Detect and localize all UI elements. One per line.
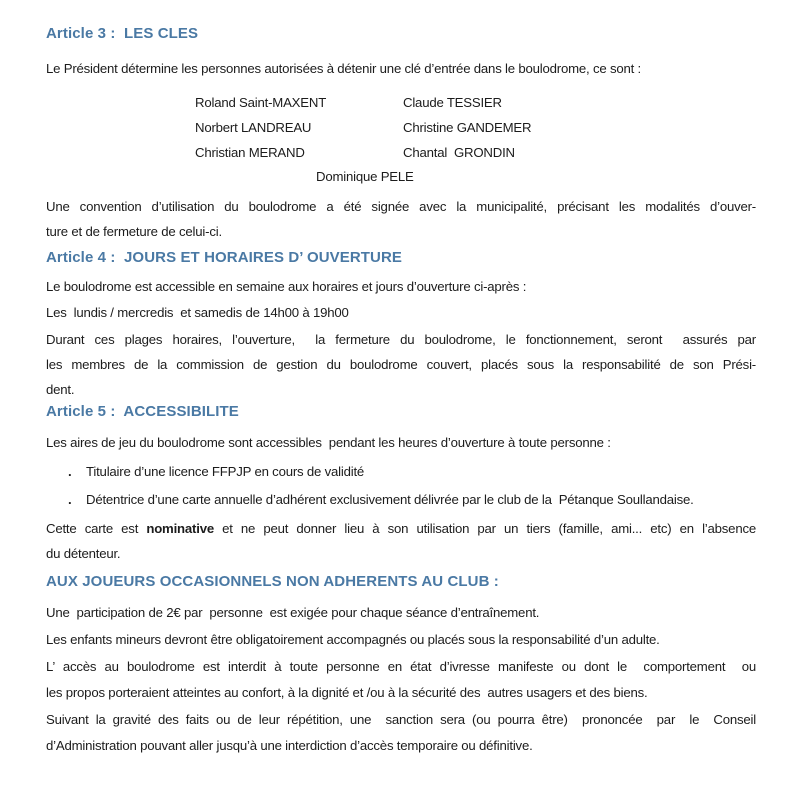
- paragraph-line: du détenteur.: [46, 546, 121, 561]
- key-holders-row: [46, 115, 756, 140]
- key-holder-name: Christian MERAND: [195, 145, 305, 160]
- key-holders-row: [46, 90, 756, 115]
- occasional-paragraph-3: [46, 654, 756, 706]
- key-holder-name: Claude TESSIER: [403, 95, 502, 110]
- list-item: [46, 458, 756, 486]
- article-3-heading: Article 3 : LES CLES: [46, 25, 199, 42]
- paragraph-line: ture et de fermeture de celui-ci.: [46, 224, 222, 239]
- key-holder-name: Dominique PELE: [316, 169, 414, 184]
- list-item: [46, 486, 756, 514]
- paragraph-line: dent.: [46, 382, 75, 397]
- occasional-paragraph-1: Une participation de 2€ par personne est exigée pour chaque séance d’entraînement.: [46, 605, 540, 620]
- paragraph-line: les propos porteraient atteintes au confort, à la dignité et /ou à la sécurité des autres usagers et des biens.: [46, 685, 648, 700]
- list-item-text: Titulaire d’une licence FFPJP en cours de validité: [86, 464, 365, 479]
- paragraph-line: Durant ces plages horaires, l’ouverture, la fermeture du boulodrome, le fonctionnement, seront assurés par: [46, 332, 756, 347]
- carte-text-pre: Cette carte est: [46, 521, 147, 536]
- occasional-players-heading: AUX JOUEURS OCCASIONNELS NON ADHERENTS AU CLUB :: [46, 573, 499, 590]
- conditions-list: [46, 458, 756, 514]
- paragraph-line: Une convention d’utilisation du boulodrome a été signée avec la municipalité, précisant les modalités d’ouver-: [46, 199, 756, 214]
- article-3-intro: Le Président détermine les personnes autorisées à détenir une clé d’entrée dans le boulodrome, ce sont :: [46, 61, 641, 76]
- paragraph-line: d’Administration pouvant aller jusqu’à une interdiction d’accès temporaire ou définitive.: [46, 738, 533, 753]
- carte-paragraph: [46, 516, 756, 566]
- key-holder-name: Chantal GRONDIN: [403, 145, 515, 160]
- bullet-icon: .: [68, 492, 72, 507]
- occasional-paragraph-4: [46, 707, 756, 759]
- article-5-heading: Article 5 : ACCESSIBILITE: [46, 403, 239, 420]
- article-4-paragraph-3: [46, 327, 756, 402]
- article-4-paragraph-1: Le boulodrome est accessible en semaine aux horaires et jours d’ouverture ci-après :: [46, 279, 527, 294]
- list-item-text: Détentrice d’une carte annuelle d’adhérent exclusivement délivrée par le club de la Pétanque Soullandaise.: [86, 492, 694, 507]
- paragraph-line: [46, 516, 756, 541]
- article-4-paragraph-2: Les lundis / mercredis et samedis de 14h00 à 19h00: [46, 305, 349, 320]
- carte-text-post: et ne peut donner lieu à son utilisation par un tiers (famille, ami... etc) en l’absence: [213, 521, 756, 536]
- bullet-icon: .: [68, 464, 72, 479]
- key-holders-list: [46, 90, 756, 188]
- key-holder-name: Roland Saint-MAXENT: [195, 95, 327, 110]
- paragraph-line: L’ accès au boulodrome est interdit à toute personne en état d’ivresse manifeste ou dont le comportement ou: [46, 659, 756, 674]
- key-holder-name: Norbert LANDREAU: [195, 120, 312, 135]
- carte-text-bold: nominative: [146, 521, 214, 536]
- paragraph-line: Suivant la gravité des faits ou de leur répétition, une sanction sera (ou pourra être) prononcée par le Conseil: [46, 712, 756, 727]
- occasional-paragraph-2: Les enfants mineurs devront être obligatoirement accompagnés ou placés sous la responsabilité d’un adulte.: [46, 632, 660, 647]
- convention-paragraph: [46, 194, 756, 244]
- paragraph-line: les membres de la commission de gestion du boulodrome couvert, placés sous la responsabilité de son Prési-: [46, 357, 756, 372]
- key-holder-name: Christine GANDEMER: [403, 120, 532, 135]
- article-4-heading: Article 4 : JOURS ET HORAIRES D’ OUVERTURE: [46, 249, 403, 266]
- key-holders-row: [46, 140, 756, 165]
- article-5-paragraph-1: Les aires de jeu du boulodrome sont accessibles pendant les heures d’ouverture à toute personne :: [46, 435, 611, 450]
